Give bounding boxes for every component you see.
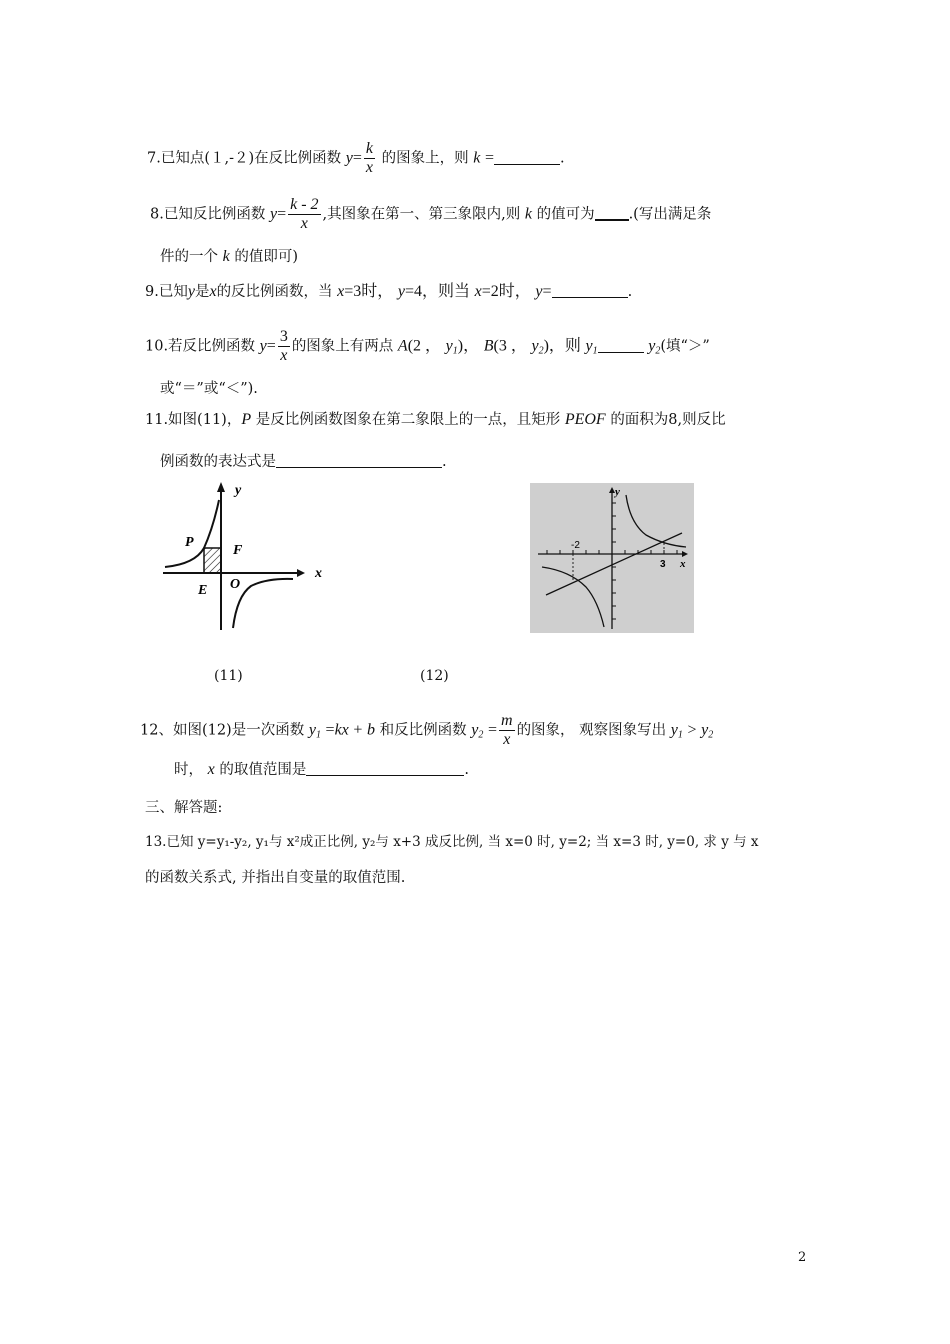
question-12-line2 <box>174 760 469 780</box>
q11-tail: . <box>442 454 447 470</box>
q9-tail: . <box>627 284 633 300</box>
q10-den: x <box>280 347 288 364</box>
q12-plus: + <box>353 721 363 739</box>
fig12-label-x: x <box>680 558 686 570</box>
q12-sub2b: 2 <box>708 729 714 741</box>
fig11-y-arrow-icon <box>217 482 225 492</box>
q10-t4: (3 ， <box>493 337 527 355</box>
question-10-line2 <box>160 379 258 399</box>
q8-mid2: 的值可为 <box>536 206 595 223</box>
q12-kx: kx <box>334 721 349 739</box>
q9-y: y <box>187 283 195 300</box>
fig11-label-P: P <box>185 535 194 550</box>
section-heading-answers: 三、解答题: <box>145 800 223 816</box>
fig12-label-minus2: -2 <box>571 540 580 551</box>
q12-y2b: y <box>701 721 709 739</box>
fig11-label-O: O <box>230 577 241 592</box>
q12-answer-blank[interactable] <box>306 761 464 776</box>
question-12 <box>140 712 713 749</box>
question-8 <box>150 196 711 233</box>
q12-fraction <box>499 712 515 749</box>
q9-x3: x <box>474 283 482 300</box>
q7-k: k <box>473 149 481 167</box>
figure-12 <box>530 483 694 633</box>
q12-t2: 和反比例函数 <box>379 722 467 739</box>
q10-t1: 的图象上有两点 <box>291 338 394 355</box>
q10-sub2: 2 <box>538 345 544 357</box>
q11-answer-blank[interactable] <box>276 453 442 468</box>
q9-t1: 是 <box>194 284 210 300</box>
fig11-label-F: F <box>233 543 243 558</box>
q10-A: A <box>397 337 408 355</box>
fig11-label-E: E <box>198 583 208 598</box>
q12-text: 12、如图(12)是一次函数 <box>140 722 305 739</box>
q10-B: B <box>483 337 494 355</box>
q10-sub1b: 1 <box>592 345 598 357</box>
q12-x: x <box>207 761 215 778</box>
q12-t3: 的图象， 观察图象写出 <box>516 722 667 739</box>
q8-eq: = <box>277 205 287 223</box>
question-9 <box>145 282 632 302</box>
q11-text: 11.如图(11)， <box>145 412 242 428</box>
q12-sub2: 2 <box>478 729 484 741</box>
q10-sub2b: 2 <box>655 345 661 357</box>
q9-t2: 的反比例函数，当 <box>216 284 333 300</box>
fig11-label-y: y <box>235 483 242 498</box>
q8-tail: .(写出满足条 <box>628 206 712 223</box>
q12-sub1b: 1 <box>677 729 683 741</box>
q9-y3: y <box>535 283 543 300</box>
q12-sub1: 1 <box>315 729 321 741</box>
q8-mid: ,其图象在第一、第三象限内,则 <box>322 206 521 223</box>
q10-text: 10.若反比例函数 <box>145 338 256 355</box>
q12-y2: y <box>471 721 479 739</box>
q7-text: 7.已知点(１,-２)在反比例函数 <box>147 150 342 167</box>
q9-t6: = <box>542 283 552 300</box>
q10-y2b: y <box>648 337 656 355</box>
q12-tail: . <box>464 762 469 778</box>
q7-mid: 的图象上，则 <box>381 150 469 167</box>
q9-y2: y <box>397 283 406 300</box>
q12-eq1: = <box>325 721 335 739</box>
q10-line2: 或“＝”或“＜”). <box>160 381 258 397</box>
q8-k: k <box>524 205 532 223</box>
figure-12-caption: (12) <box>420 668 449 684</box>
q12-y1b: y <box>670 721 678 739</box>
q11-t1: 是反比例函数图象在第二象限上的一点，且矩形 <box>255 412 561 428</box>
q9-x: x <box>209 283 217 300</box>
question-10 <box>145 328 710 365</box>
q8-line2b: 的值即可) <box>234 249 298 265</box>
q8-line2a: 件的一个 <box>160 249 218 265</box>
q10-sub1: 1 <box>452 345 458 357</box>
q8-line2k: k <box>222 248 230 265</box>
fig12-label-y: y <box>615 486 620 498</box>
q9-t4: =4，则当 <box>405 283 471 300</box>
question-13-line2: 的函数关系式, 并指出自变量的取值范围. <box>145 870 406 886</box>
q10-eq: = <box>266 337 276 355</box>
q8-text: 8.已知反比例函数 <box>150 206 266 223</box>
q7-eq: = <box>352 149 362 167</box>
q8-answer-blank[interactable] <box>595 205 629 221</box>
q9-t5: =2时， <box>481 283 531 300</box>
q8-den: x <box>300 215 308 232</box>
q7-answer-blank[interactable] <box>494 150 560 165</box>
figure-11-caption: (11) <box>214 668 243 684</box>
q10-y1: y <box>445 337 453 355</box>
q7-eq2: = <box>484 149 494 167</box>
q7-tail: . <box>559 150 565 167</box>
question-7 <box>147 140 565 177</box>
q10-t2: (2 ， <box>407 337 442 355</box>
q12-b: b <box>367 721 376 739</box>
q12-line2a: 时， <box>174 762 203 778</box>
q8-fraction <box>288 196 320 233</box>
q10-t3: )， <box>457 337 480 355</box>
q10-answer-blank[interactable] <box>598 338 644 353</box>
q12-num: m <box>501 712 513 729</box>
q8-num: k - 2 <box>290 196 319 213</box>
question-11-line2 <box>160 452 447 472</box>
q12-y1: y <box>308 721 316 739</box>
q7-y: y <box>345 149 353 167</box>
page-number: 2 <box>798 1250 807 1265</box>
q11-P: P <box>241 411 252 428</box>
q7-num: k <box>365 140 374 157</box>
fig11-curve-q4 <box>233 579 293 628</box>
question-13-line1: 13.已知 y=y₁-y₂, y₁与 x²成正比例, y₂与 x+3 成反比例, 当 x=0 时, y=2; 当 x=3 时, y=0, 求 y 与 x <box>145 834 759 850</box>
q11-line2: 例函数的表达式是 <box>160 454 276 470</box>
fig12-label-3: 3 <box>660 559 666 570</box>
figure-11 <box>155 478 335 636</box>
q12-gt: > <box>687 721 697 739</box>
q9-text: 9.已知 <box>145 284 188 300</box>
q11-PEOF: PEOF <box>564 411 606 428</box>
fig11-rectangle-PEOF <box>204 548 221 573</box>
q7-den: x <box>365 159 374 176</box>
question-11 <box>145 410 726 430</box>
q10-t6: (填“＞” <box>660 338 710 355</box>
q10-y1b: y <box>585 337 593 355</box>
q10-y2: y <box>531 337 539 355</box>
q12-eq2: = <box>487 721 497 739</box>
q9-x2: x <box>337 283 345 300</box>
q10-t5: )，则 <box>543 337 581 355</box>
q12-den: x <box>503 731 511 748</box>
fig11-label-x: x <box>315 566 322 581</box>
fig11-x-arrow-icon <box>297 569 305 577</box>
q8-y: y <box>269 205 278 223</box>
question-8-line2 <box>160 247 298 267</box>
q10-y: y <box>259 337 267 355</box>
q9-answer-blank[interactable] <box>552 283 628 298</box>
q11-t2: 的面积为8,则反比 <box>610 412 726 428</box>
q10-fraction <box>278 328 290 365</box>
q7-fraction <box>364 140 375 177</box>
q12-line2b: 的取值范围是 <box>219 762 307 778</box>
q10-num: 3 <box>279 328 288 345</box>
q9-t3: =3时， <box>344 283 394 300</box>
